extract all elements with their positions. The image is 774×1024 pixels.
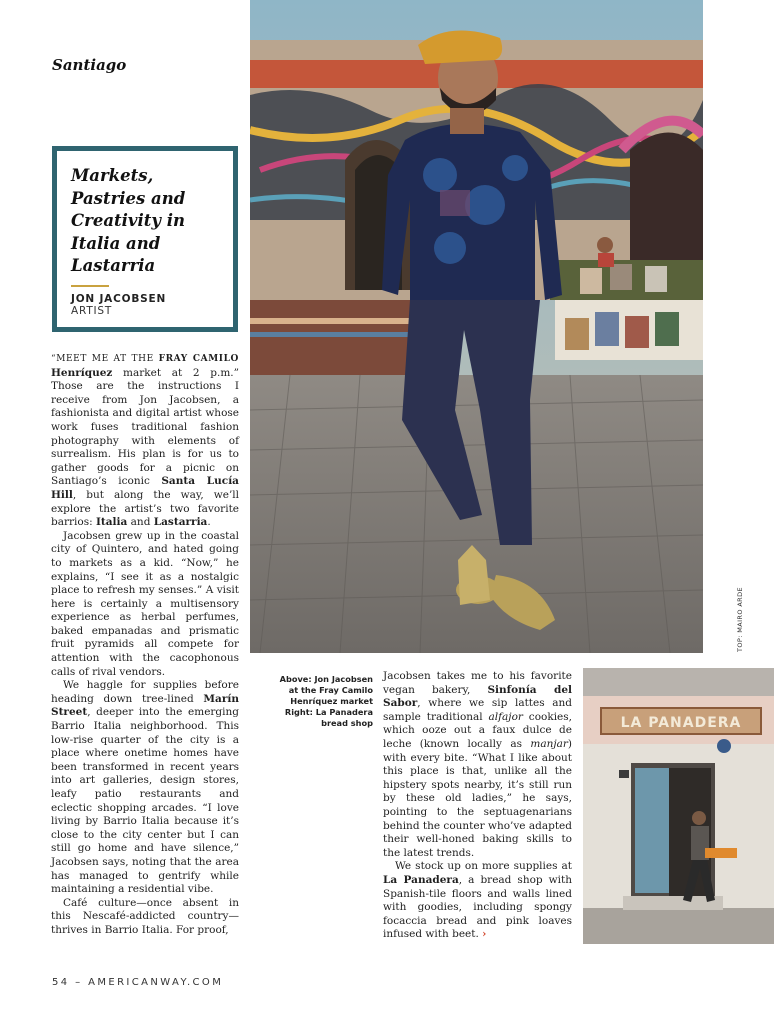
section-label: Santiago <box>52 56 127 74</box>
bakery-sign: LA PANADERA <box>620 715 742 731</box>
italic-term: alfajor <box>488 710 523 723</box>
article-paragraph <box>383 670 572 860</box>
text-run: , a bread shop with Spanish-tile floors and walls lined with goodies, including spongy focaccia bread and pink loaves infused with beet. <box>383 873 572 941</box>
headline-box <box>52 146 238 332</box>
text-run: , but along the way, we’ll explore the artist’s two favorite barrios: <box>51 488 239 529</box>
text-run: We haggle for supplies before heading down tree-lined <box>51 679 239 705</box>
byline-role: ARTIST <box>71 304 113 317</box>
article-paragraph <box>51 352 239 530</box>
text-run: and <box>127 516 154 529</box>
headline: Markets, Pastries and Creativity in Italia and Lastarria <box>71 166 186 275</box>
photo-jacobsen-market <box>250 0 703 653</box>
article-paragraph <box>383 860 572 942</box>
bold-place: Santa Lucía Hill <box>51 475 239 501</box>
bold-place: Henríquez <box>51 366 113 379</box>
smallcaps-intro: “MEET ME AT THE <box>51 354 159 364</box>
text-run: ) with every bite. “What I like about this place is that, unlike all the hipstery spots nearby, it’s still run by these old ladies,” he says, pointing to the septuagenarians behind the counter who’ve adapted their well-honed baking skills to the latest trends. <box>383 737 572 859</box>
article-paragraph: Jacobsen grew up in the coastal city of Quintero, and hated going to markets as a kid. “Now,” he explains, “I see it as a nostalgic place to refresh my senses.” A visit here is certainly a multisensory experience as herbal perfumes, baked empanadas and prismatic fruit pyramids all compete for attention with the cacophonous calls of rival vendors. <box>51 529 239 678</box>
article-paragraph: Café culture—once absent in this Nescafé-addicted country—thrives in Barrio Italia. For proof, <box>51 896 239 936</box>
page-folio: 54 – AMERICANWAY.COM <box>52 977 224 988</box>
text-run: , where we sip lattes and sample traditional <box>383 697 572 723</box>
article-column-right <box>383 670 572 942</box>
caption-above: Above: Jon Jacobsen at the Fray Camilo Henríquez market <box>279 674 373 706</box>
bold-place: La Panadera <box>383 873 459 886</box>
photo-caption <box>278 674 373 729</box>
byline-name: JON JACOBSEN <box>71 292 167 305</box>
bold-place: Sinfonía del Sabor <box>383 683 572 710</box>
bold-place: Italia <box>95 516 128 529</box>
headline-rule <box>71 285 109 287</box>
text-run: Jacobsen takes me to his favorite vegan bakery, <box>383 670 572 696</box>
article-column-left <box>51 352 239 938</box>
text-run: . <box>207 516 211 529</box>
text-run: , deeper into the emerging Barrio Italia neighborhood. This low-rise quarter of the city is a place where onetime homes have been transformed in recent years into art galleries, design stores, leafy patio restaurants and eclectic shopping arcades. “I love living by Barrio Italia because it’s close to the city center but I can still go home and have silence,” Jacobsen says, noting that the area has managed to gentrify while maintaining a residential vibe. <box>51 706 239 896</box>
caption-right: Right: La Panadera bread shop <box>284 707 373 728</box>
market-photo-illustration <box>250 0 703 653</box>
bold-place: FRAY CAMILO <box>158 354 239 364</box>
article-paragraph <box>51 679 239 897</box>
text-run: cookies, which ooze out a faux dulce de leche (known locally as <box>383 710 572 750</box>
continue-arrow-icon: › <box>482 928 487 941</box>
bakery-photo-illustration <box>583 668 774 944</box>
text-run: market at 2 p.m.” Those are the instructions I receive from Jon Jacobsen, a fashionista and digital artist whose work fuses traditional fashion photography with elements of surrealism. His plan is for us to gather goods for a picnic on Santiago’s iconic <box>51 366 239 488</box>
bold-place: Marín Street <box>51 692 239 719</box>
italic-term: manjar <box>530 737 568 750</box>
photo-la-panadera <box>583 668 774 944</box>
bold-place: Lastarria <box>153 516 208 529</box>
photo-credit: TOP: MAIRO ARDE <box>736 586 744 652</box>
text-run: We stock up on more supplies at <box>395 860 572 873</box>
